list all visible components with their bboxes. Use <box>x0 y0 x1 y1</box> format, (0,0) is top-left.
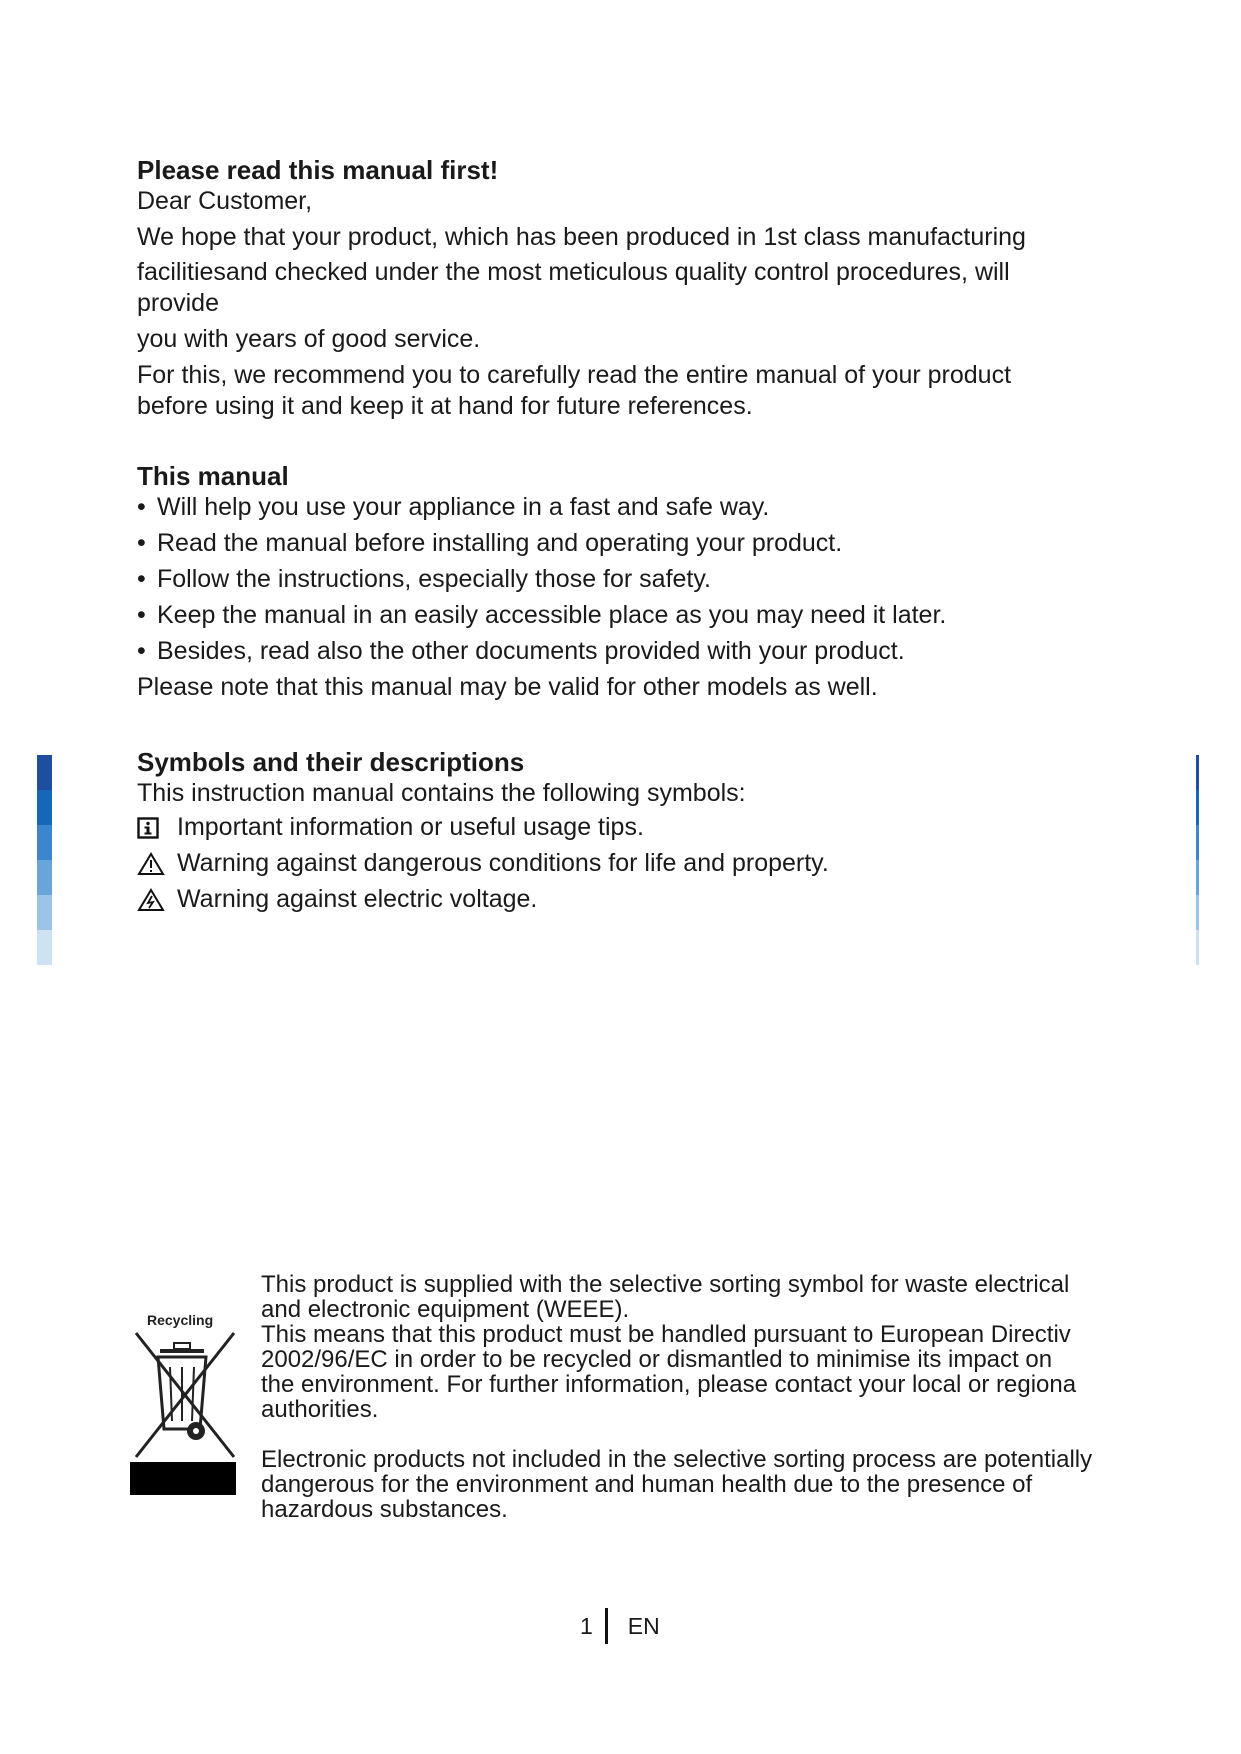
symbol-description: Important information or useful usage tips. <box>177 813 644 841</box>
weee-black-bar <box>130 1462 236 1495</box>
recycling-line: and electronic equipment (WEEE). <box>261 1296 630 1323</box>
page-footer <box>580 1608 660 1644</box>
bullet-item: • Will help you use your appliance in a fast and safe way. <box>137 493 770 521</box>
right-color-stripe <box>1196 755 1199 965</box>
info-icon <box>137 814 177 842</box>
bullet-item: • Besides, read also the other documents provided with your product. <box>137 637 905 665</box>
symbol-description: Warning against electric voltage. <box>177 885 538 913</box>
bullet-item: • Keep the manual in an easily accessible place as you may need it later. <box>137 601 947 629</box>
this-manual-section <box>137 460 1097 703</box>
bullet-item: • Read the manual before installing and operating your product. <box>137 529 843 557</box>
recycling-line: 2002/96/EC in order to be recycled or dismantled to minimise its impact on <box>261 1346 1053 1373</box>
recycling-line: Electronic products not included in the selective sorting process are potentially <box>261 1446 1093 1473</box>
intro-line: We hope that your product, which has been produced in 1st class manufacturing <box>137 223 1026 251</box>
recycling-label: Recycling <box>147 1312 214 1328</box>
language-code: EN <box>627 1612 660 1639</box>
recycling-line: the environment. For further information, please contact your local or regiona <box>261 1371 1077 1398</box>
left-color-stripe <box>37 755 52 965</box>
intro-section <box>137 154 1097 422</box>
intro-line: facilitiesand checked under the most meticulous quality control procedures, will <box>137 258 1010 286</box>
recycling-line: authorities. <box>261 1396 379 1423</box>
intro-line: For this, we recommend you to carefully read the entire manual of your product <box>137 361 1012 389</box>
symbols-section <box>137 746 1097 920</box>
weee-bin-icon <box>130 1329 238 1461</box>
symbols-intro: This instruction manual contains the following symbols: <box>137 779 746 807</box>
page-number: 1 <box>580 1612 593 1639</box>
manual-note: Please note that this manual may be valid for other models as well. <box>137 673 878 701</box>
electric-warning-icon <box>137 886 177 914</box>
intro-line: before using it and keep it at hand for future references. <box>137 392 753 420</box>
intro-line: you with years of good service. <box>137 325 481 353</box>
recycling-text <box>261 1272 1117 1522</box>
footer-divider <box>605 1608 608 1644</box>
section-heading: Symbols and their descriptions <box>137 747 525 777</box>
symbol-item <box>137 812 1097 843</box>
symbol-item <box>137 848 1097 879</box>
section-heading: This manual <box>137 461 289 491</box>
page-title: Please read this manual first! <box>137 155 499 185</box>
recycling-line: This means that this product must be handled pursuant to European Directiv <box>261 1321 1071 1348</box>
recycling-line: hazardous substances. <box>261 1496 508 1522</box>
symbol-description: Warning against dangerous conditions for life and property. <box>177 849 829 877</box>
warning-icon <box>137 850 177 878</box>
symbol-item <box>137 884 1097 915</box>
recycling-line: This product is supplied with the selective sorting symbol for waste electrical <box>261 1272 1070 1298</box>
greeting: Dear Customer, <box>137 187 313 215</box>
recycling-line: dangerous for the environment and human health due to the presence of <box>261 1471 1033 1498</box>
bullet-item: • Follow the instructions, especially those for safety. <box>137 565 711 593</box>
intro-line: provide <box>137 289 219 317</box>
